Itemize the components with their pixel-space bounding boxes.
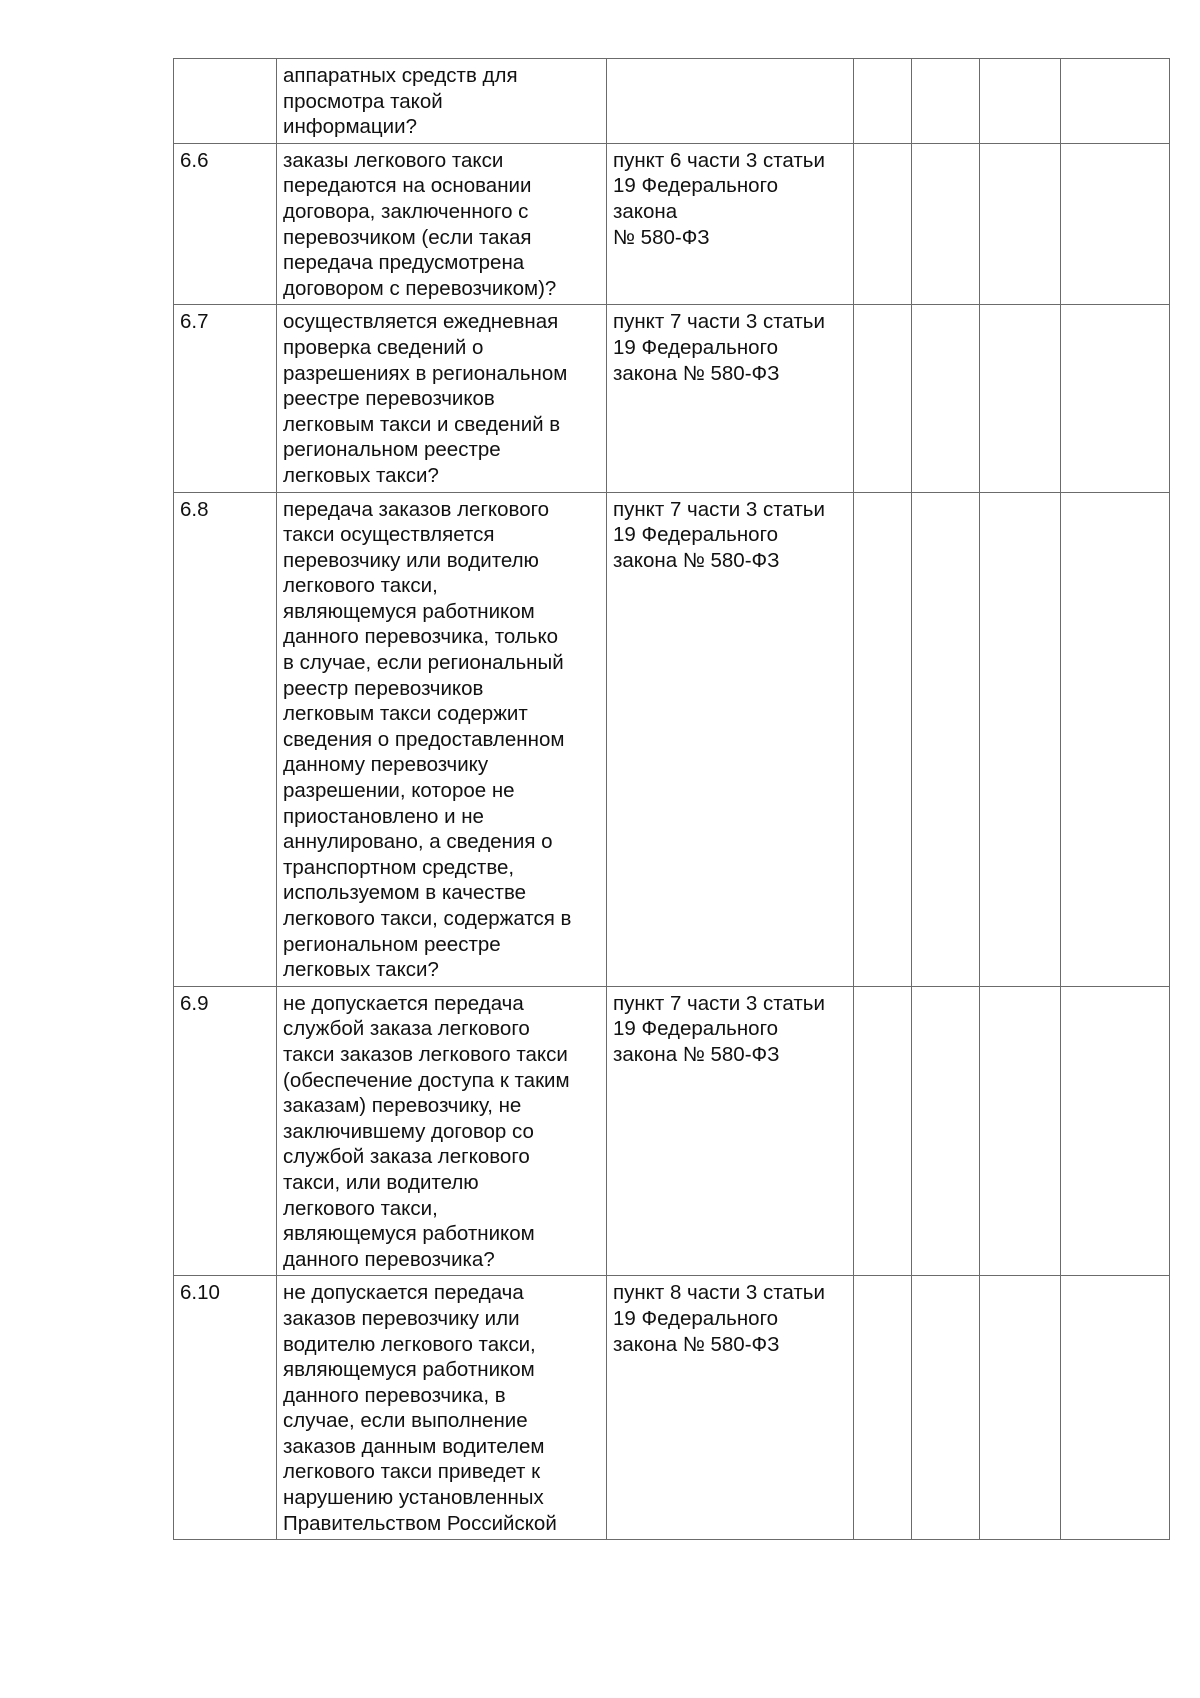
- table-row: [174, 986, 1170, 1276]
- question-text-line: (обеспечение доступа к таким: [283, 1068, 570, 1092]
- question-text-line: являющемуся работником: [283, 599, 535, 623]
- legal-basis-text-line: закона: [613, 199, 678, 223]
- table-row: [174, 143, 1170, 305]
- question-text-line: договором с перевозчиком)?: [283, 276, 557, 300]
- answer-yes-cell: [854, 1276, 912, 1540]
- table-row: [174, 1276, 1170, 1540]
- question-text-line: в случае, если региональный: [283, 651, 564, 675]
- answer-na-cell: [980, 59, 1061, 144]
- question-text-line: региональном реестре: [283, 932, 501, 956]
- question-text-line: водителю легкового такси,: [283, 1332, 536, 1356]
- question-text-line: легковых такси?: [283, 958, 439, 982]
- checklist-table: [173, 58, 1170, 1540]
- question-text-line: транспортном средстве,: [283, 855, 515, 879]
- question-text-line: Правительством Российской: [283, 1511, 557, 1535]
- question-cell: [277, 1276, 607, 1540]
- question-text-line: сведения о предоставленном: [283, 727, 565, 751]
- question-text-line: являющемуся работником: [283, 1222, 535, 1246]
- question-text-line: перевозчику или водителю: [283, 548, 539, 572]
- answer-yes-cell: [854, 143, 912, 305]
- answer-na-cell: [980, 1276, 1061, 1540]
- legal-basis-text-line: закона № 580-ФЗ: [613, 1332, 780, 1356]
- legal-basis-text-line: закона № 580-ФЗ: [613, 548, 780, 572]
- question-text-line: данного перевозчика, в: [283, 1383, 506, 1407]
- question-text-line: нарушению установленных: [283, 1486, 544, 1510]
- question-text-line: реестр перевозчиков: [283, 676, 484, 700]
- answer-no-cell: [912, 59, 980, 144]
- answer-na-cell: [980, 492, 1061, 986]
- note-cell: [1061, 143, 1170, 305]
- answer-yes-cell: [854, 492, 912, 986]
- question-cell: [277, 59, 607, 144]
- item-number-cell: [174, 305, 277, 492]
- question-text-line: службой заказа легкового: [283, 1145, 530, 1169]
- note-cell: [1061, 986, 1170, 1276]
- question-text-line: легковым такси и сведений в: [283, 412, 561, 436]
- question-text-line: аппаратных средств для: [283, 64, 518, 87]
- question-cell: [277, 986, 607, 1276]
- question-cell: [277, 492, 607, 986]
- legal-basis-text-line: пункт 6 части 3 статьи: [613, 148, 825, 172]
- question-text-line: легкового такси, содержатся в: [283, 907, 572, 930]
- question-text-line: осуществляется ежедневная: [283, 310, 559, 334]
- item-number-cell: [174, 59, 277, 144]
- table-row: [174, 305, 1170, 492]
- question-text-line: используемом в качестве: [283, 881, 527, 905]
- question-text-line: являющемуся работником: [283, 1358, 535, 1382]
- note-cell: [1061, 492, 1170, 986]
- legal-basis-text-line: закона № 580-ФЗ: [613, 361, 780, 385]
- legal-basis-text-line: 19 Федерального: [613, 523, 778, 547]
- answer-no-cell: [912, 1276, 980, 1540]
- question-text-line: данному перевозчику: [283, 753, 489, 777]
- note-cell: [1061, 1276, 1170, 1540]
- question-text-line: данного перевозчика?: [283, 1247, 495, 1271]
- question-text-line: легковых такси?: [283, 463, 439, 487]
- answer-na-cell: [980, 143, 1061, 305]
- legal-basis-text-line: пункт 7 части 3 статьи: [613, 310, 825, 334]
- question-text-line: разрешениях в региональном: [283, 361, 568, 385]
- question-text-line: аннулировано, а сведения о: [283, 830, 553, 854]
- question-text-line: не допускается передача: [283, 991, 524, 1015]
- item-number-cell: [174, 143, 277, 305]
- legal-basis-text-line: 19 Федерального: [613, 1017, 778, 1041]
- table-row: [174, 59, 1170, 144]
- question-text-line: легкового такси приведет к: [283, 1460, 541, 1484]
- item-number: 6.9: [180, 991, 209, 1015]
- item-number: 6.6: [180, 148, 209, 172]
- answer-yes-cell: [854, 59, 912, 144]
- question-text-line: договора, заключенного с: [283, 199, 529, 223]
- question-text-line: реестре перевозчиков: [283, 387, 495, 411]
- question-cell: [277, 143, 607, 305]
- question-text-line: такси осуществляется: [283, 523, 495, 547]
- question-text-line: заказов перевозчику или: [283, 1306, 520, 1330]
- legal-basis-cell: [607, 986, 854, 1276]
- checklist-table-body: [174, 59, 1170, 1540]
- item-number: 6.7: [180, 310, 209, 334]
- question-text-line: такси заказов легкового такси: [283, 1042, 568, 1066]
- question-text-line: информации?: [283, 115, 417, 139]
- question-text-line: случае, если выполнение: [283, 1409, 528, 1433]
- answer-no-cell: [912, 492, 980, 986]
- legal-basis-text-line: 19 Федерального: [613, 1306, 778, 1330]
- question-text-line: передача предусмотрена: [283, 251, 525, 275]
- legal-basis-text-line: пункт 8 части 3 статьи: [613, 1281, 825, 1305]
- item-number: 6.8: [180, 497, 209, 521]
- answer-yes-cell: [854, 305, 912, 492]
- legal-basis-text-line: закона № 580-ФЗ: [613, 1042, 780, 1066]
- question-text-line: такси, или водителю: [283, 1170, 479, 1194]
- question-text-line: данного перевозчика, только: [283, 625, 559, 649]
- note-cell: [1061, 305, 1170, 492]
- answer-no-cell: [912, 143, 980, 305]
- legal-basis-cell: [607, 305, 854, 492]
- question-text-line: передача заказов легкового: [283, 497, 550, 521]
- answer-no-cell: [912, 986, 980, 1276]
- item-number: 6.10: [180, 1281, 220, 1305]
- legal-basis-text-line: пункт 7 части 3 статьи: [613, 991, 825, 1015]
- question-text-line: передаются на основании: [283, 174, 532, 198]
- item-number-cell: [174, 492, 277, 986]
- item-number-cell: [174, 986, 277, 1276]
- legal-basis-cell: [607, 1276, 854, 1540]
- question-text-line: просмотра такой: [283, 89, 443, 113]
- question-text-line: не допускается передача: [283, 1281, 524, 1305]
- question-text-line: приостановлено и не: [283, 804, 484, 828]
- table-row: [174, 492, 1170, 986]
- legal-basis-text-line: пункт 7 части 3 статьи: [613, 497, 825, 521]
- answer-na-cell: [980, 986, 1061, 1276]
- item-number-cell: [174, 1276, 277, 1540]
- question-text-line: проверка сведений о: [283, 335, 484, 359]
- question-text-line: заказов данным водителем: [283, 1434, 545, 1458]
- legal-basis-text-line: 19 Федерального: [613, 174, 778, 198]
- question-text-line: заказы легкового такси: [283, 148, 504, 172]
- legal-basis-text-line: 19 Федерального: [613, 335, 778, 359]
- answer-no-cell: [912, 305, 980, 492]
- question-text-line: перевозчиком (если такая: [283, 225, 532, 249]
- legal-basis-cell: [607, 492, 854, 986]
- question-text-line: разрешении, которое не: [283, 779, 515, 803]
- question-text-line: заказам) перевозчику, не: [283, 1094, 522, 1118]
- question-text-line: службой заказа легкового: [283, 1017, 530, 1041]
- legal-basis-cell: [607, 143, 854, 305]
- legal-basis-cell: [607, 59, 854, 144]
- question-text-line: легкового такси,: [283, 1196, 438, 1220]
- answer-na-cell: [980, 305, 1061, 492]
- question-text-line: заключившему договор со: [283, 1119, 534, 1143]
- question-text-line: легковым такси содержит: [283, 702, 528, 726]
- question-text-line: региональном реестре: [283, 438, 501, 462]
- answer-yes-cell: [854, 986, 912, 1276]
- question-text-line: легкового такси,: [283, 574, 438, 598]
- note-cell: [1061, 59, 1170, 144]
- question-cell: [277, 305, 607, 492]
- legal-basis-text-line: № 580-ФЗ: [613, 225, 710, 249]
